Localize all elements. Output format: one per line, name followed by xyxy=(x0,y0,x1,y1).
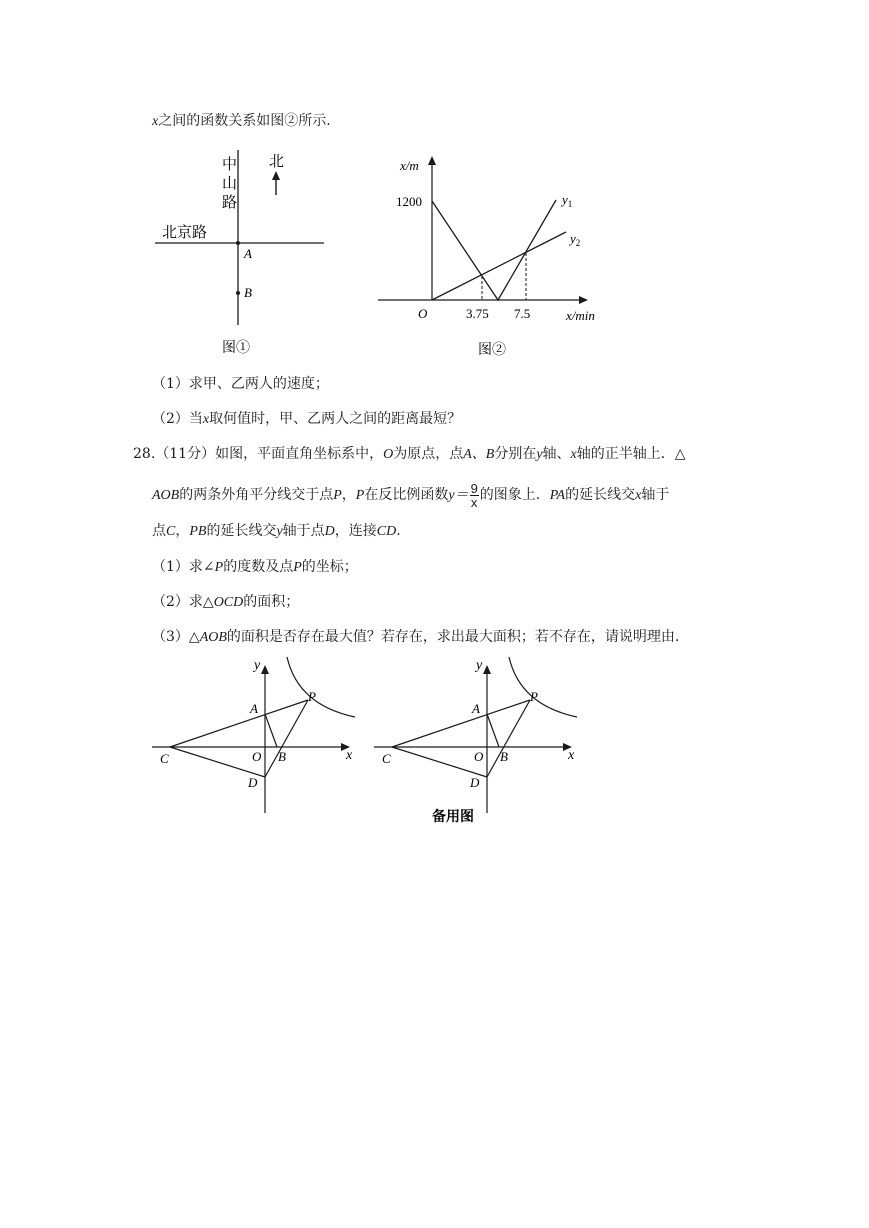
q28-line3-b: ， xyxy=(175,523,190,539)
q28-cd: CD xyxy=(376,524,397,539)
spare-x-label: x xyxy=(568,748,575,763)
fig3-d-label: D xyxy=(248,775,258,790)
y-tick-label: 1200 xyxy=(396,194,422,209)
spare-line-cd xyxy=(392,747,487,777)
fig3-line-cp xyxy=(170,700,308,747)
spare-c-label: C xyxy=(382,751,391,766)
point-a-label: A xyxy=(244,246,252,261)
fig3-x-label: x xyxy=(346,748,353,763)
x-axis-label: x/min xyxy=(566,308,595,323)
spare-figure-caption: 备用图 xyxy=(432,810,474,825)
q28-d: D xyxy=(324,524,335,539)
series-y1-line xyxy=(432,200,556,300)
q28-p-1: P xyxy=(333,488,342,503)
intro-var: x xyxy=(152,114,159,129)
figure-1-caption: 图① xyxy=(222,341,250,356)
zhongshan-char-1: 中 xyxy=(222,157,238,173)
q28-p-2: P xyxy=(355,488,365,503)
figure-2-graph xyxy=(370,148,620,360)
beijing-road-label: 北京路 xyxy=(162,225,208,241)
q28-ocd: OCD xyxy=(213,595,244,610)
fig3-hyperbola xyxy=(287,657,355,717)
series-y1-label: $y_1$ xyxy=(562,192,573,209)
q28-part1-a: （1）求∠ xyxy=(152,559,215,575)
series-y2-label: $y_2$ xyxy=(570,231,581,248)
x-tick-7-5: 7.5 xyxy=(514,306,531,321)
q28-aob: AOB xyxy=(152,488,180,503)
q27-part2-a: （2）当 xyxy=(152,411,203,427)
figure-3-spare xyxy=(370,655,585,830)
q28-func-lhs: y＝ xyxy=(448,488,469,503)
origin-label: O xyxy=(418,306,428,321)
spare-a-label: A xyxy=(472,701,480,716)
point-b-dot xyxy=(236,291,240,295)
q28-line1 xyxy=(133,445,686,464)
spare-line-pd xyxy=(487,700,530,777)
q28-line1-d: 轴、 xyxy=(542,446,571,462)
point-a-dot xyxy=(236,241,240,245)
q28-part1-c: 的坐标； xyxy=(301,559,358,575)
q28-ab: A、B xyxy=(463,447,495,462)
q28-pb: PB xyxy=(189,524,207,539)
q28-line2-a: 的两条外角平分线交于点 xyxy=(179,487,334,503)
point-b-label: B xyxy=(244,285,252,300)
q28-part2 xyxy=(152,593,299,612)
figure-2-caption: 图② xyxy=(478,343,506,358)
fraction-denominator: x xyxy=(470,494,478,510)
fig3-b-label: B xyxy=(278,749,286,764)
north-arrow-head-icon xyxy=(272,171,280,180)
q28-line1-b: 为原点，点 xyxy=(393,446,464,462)
fraction-9-over-x xyxy=(470,482,479,509)
fig3-p-label: P xyxy=(308,689,316,704)
spare-b-label: B xyxy=(500,749,508,764)
figure-3-main xyxy=(148,655,363,820)
intro-line xyxy=(152,112,331,131)
spare-hyperbola xyxy=(509,657,577,717)
q27-part2-var: x xyxy=(202,412,210,427)
spare-line-ab xyxy=(487,714,499,747)
spare-y-arrow-icon xyxy=(483,665,491,674)
q28-line2-b: ， xyxy=(341,487,356,503)
series-y2-line xyxy=(432,232,566,300)
y-axis-arrow-icon xyxy=(428,156,436,165)
fig3-a-label: A xyxy=(250,701,258,716)
q27-part2 xyxy=(152,410,461,429)
fig3-o-label: O xyxy=(252,749,262,764)
spare-d-label: D xyxy=(470,775,480,790)
q28-line1-a: 28.（11分）如图，平面直角坐标系中， xyxy=(133,446,384,462)
q28-part3 xyxy=(152,628,679,647)
spare-p-label: P xyxy=(530,689,538,704)
north-label: 北 xyxy=(269,154,285,170)
fig3-c-label: C xyxy=(160,751,169,766)
q28-part3-b: 的面积是否存在最大值？若存在，求出最大面积；若不存在，请说明理由. xyxy=(226,629,680,645)
fig3-y-label: y xyxy=(254,658,261,673)
q28-line3-c: 的延长线交 xyxy=(206,523,277,539)
q28-line3-a: 点 xyxy=(152,523,166,539)
q28-part1-p2: P xyxy=(293,560,302,575)
q28-part3-aob: AOB xyxy=(199,630,227,645)
q28-pa: PA xyxy=(549,488,566,503)
q28-c: C xyxy=(166,524,176,539)
fraction-numerator: 9 xyxy=(470,480,478,496)
fig3-line-ab xyxy=(265,714,277,747)
q28-part2-a: （2）求△ xyxy=(152,594,214,610)
q28-part1 xyxy=(152,558,358,577)
spare-y-label: y xyxy=(476,658,483,673)
q28-part3-a: （3）△ xyxy=(152,629,200,645)
q28-part1-p: P xyxy=(214,560,224,575)
q28-line2-e: 的延长线交 xyxy=(565,487,636,503)
spare-line-cp xyxy=(392,700,530,747)
q27-part2-b: 取何值时，甲、乙两人之间的距离最短？ xyxy=(209,411,462,427)
q28-x: x xyxy=(570,447,577,462)
q28-line2 xyxy=(152,480,669,511)
q28-o: O xyxy=(383,447,394,462)
q27-part1: （1）求甲、乙两人的速度； xyxy=(152,376,329,392)
q28-y: y xyxy=(536,447,543,462)
q28-line2-f: 轴于 xyxy=(641,487,670,503)
q28-line3-e: ，连接 xyxy=(334,523,377,539)
q28-line3 xyxy=(152,522,401,541)
q28-line2-c: 在反比例函数 xyxy=(364,487,449,503)
zhongshan-char-3: 路 xyxy=(222,195,238,211)
fig3-line-cd xyxy=(170,747,265,777)
q28-line3-f: . xyxy=(396,523,401,539)
q28-y-2: y xyxy=(276,524,283,539)
q28-line3-d: 轴于点 xyxy=(282,523,325,539)
x-tick-3-75: 3.75 xyxy=(466,306,489,321)
fig3-y-arrow-icon xyxy=(261,665,269,674)
x-axis-arrow-icon xyxy=(579,296,588,304)
fig3-line-pd xyxy=(265,700,308,777)
q28-part2-b: 的面积； xyxy=(243,594,300,610)
q28-x-2: x xyxy=(635,488,642,503)
q28-line1-e: 轴的正半轴上．△ xyxy=(576,446,686,462)
q28-line1-c: 分别在 xyxy=(494,446,537,462)
spare-o-label: O xyxy=(474,749,484,764)
y-axis-label: x/m xyxy=(400,158,419,173)
intro-text: 之间的函数关系如图②所示. xyxy=(158,113,331,129)
figure-1-map xyxy=(150,145,330,360)
q28-line2-d: 的图象上． xyxy=(479,487,550,503)
zhongshan-char-2: 山 xyxy=(222,176,238,192)
q28-part1-b: 的度数及点 xyxy=(223,559,294,575)
